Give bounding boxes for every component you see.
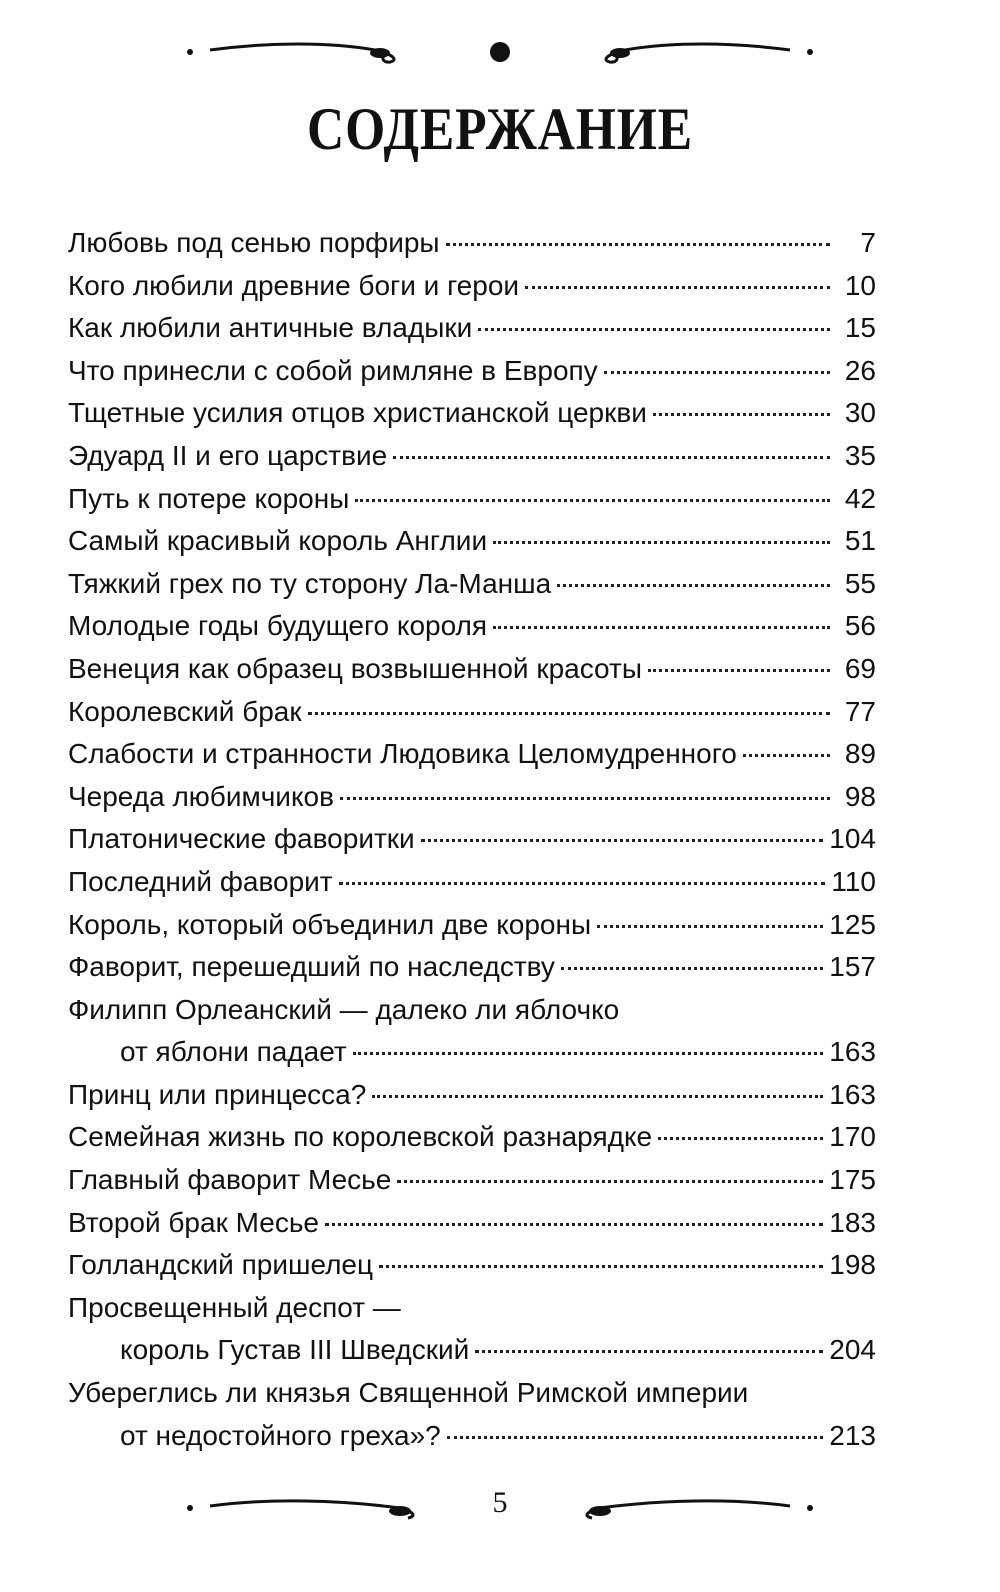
- toc-entry-title: Фаворит, перешедший по наследству: [68, 951, 555, 983]
- toc-entry-page: 56: [844, 610, 876, 642]
- toc-entry-title: Платонические фаворитки: [68, 823, 415, 855]
- toc-entry-title: Тяжкий грех по ту сторону Ла-Манша: [68, 567, 552, 599]
- dot-leader: [325, 1222, 823, 1226]
- toc-entry: [68, 946, 876, 989]
- toc-entry-page: 55: [844, 567, 876, 599]
- dot-leader: [339, 881, 826, 885]
- toc-entry-page: 157: [829, 951, 876, 983]
- toc-entry: [68, 563, 876, 606]
- toc-entry: [68, 222, 876, 265]
- toc-entry-title: Что принесли с собой римляне в Европу: [68, 354, 598, 386]
- page-number: 5: [492, 1486, 508, 1519]
- toc-entry: [68, 691, 876, 734]
- dot-leader: [525, 285, 830, 289]
- dot-leader: [446, 242, 830, 246]
- toc-entry: [68, 307, 876, 350]
- dot-leader: [355, 498, 830, 502]
- toc-entry: [68, 605, 876, 648]
- toc-entry-page: 198: [829, 1249, 876, 1281]
- toc-entry-continuation: [68, 1329, 876, 1372]
- toc-entry-page: 89: [844, 738, 876, 770]
- table-of-contents: [68, 222, 876, 1457]
- toc-entry-title: Венеция как образец возвышенной красоты: [68, 652, 642, 684]
- dot-leader: [475, 1349, 823, 1353]
- toc-entry-title-continuation: от недостойного греха»?: [120, 1419, 441, 1451]
- dot-leader: [478, 327, 830, 331]
- top-ornament: [150, 20, 850, 80]
- toc-entry: [68, 818, 876, 861]
- toc-entry: [68, 520, 876, 563]
- toc-entry-title: Слабости и странности Людовика Целомудренного: [68, 738, 737, 770]
- dot-leader: [493, 625, 830, 629]
- toc-entry-title: Просвещенный деспот —: [68, 1291, 401, 1323]
- toc-entry-title: Семейная жизнь по королевской разнарядке: [68, 1121, 653, 1153]
- dot-leader: [557, 583, 830, 587]
- dot-leader: [604, 370, 830, 374]
- toc-entry-title: Королевский брак: [68, 695, 302, 727]
- toc-entry-title: Череда любимчиков: [68, 780, 334, 812]
- toc-entry-title: Главный фаворит Месье: [68, 1164, 392, 1196]
- toc-entry-page: 98: [844, 780, 876, 812]
- toc-entry-page: 26: [844, 354, 876, 386]
- toc-entry: [68, 1372, 876, 1415]
- toc-entry: [68, 478, 876, 521]
- toc-entry: [68, 904, 876, 947]
- toc-entry-page: 213: [829, 1419, 876, 1451]
- toc-entry-page: 51: [844, 525, 876, 557]
- flourish-divider-icon: [150, 20, 850, 80]
- toc-entry-title: Как любили античные владыки: [68, 312, 473, 344]
- toc-entry: [68, 392, 876, 435]
- toc-entry-page: 7: [860, 227, 876, 258]
- toc-entry-title: Филипп Орлеанский — далеко ли яблочко: [68, 993, 620, 1025]
- toc-entry-title: Тщетные усилия отцов христианской церкви: [68, 397, 647, 429]
- dot-leader: [743, 753, 830, 757]
- toc-entry-page: 77: [844, 695, 876, 727]
- toc-entry-title: Любовь под сенью порфиры: [68, 227, 440, 258]
- page-title: СОДЕРЖАНИЕ: [306, 96, 694, 162]
- toc-entry-title: Путь к потере короны: [68, 482, 350, 514]
- dot-leader: [372, 1094, 823, 1098]
- toc-entry-page: 183: [829, 1206, 876, 1238]
- toc-entry: [68, 350, 876, 393]
- toc-entry: [68, 1074, 876, 1117]
- toc-entry-title: Кого любили древние боги и герои: [68, 269, 520, 301]
- toc-entry-continuation: [68, 1415, 876, 1458]
- toc-entry: [68, 989, 876, 1032]
- toc-entry-title-continuation: от яблони падает: [120, 1036, 347, 1068]
- dot-leader: [393, 455, 830, 459]
- toc-entry-page: 42: [844, 482, 876, 514]
- toc-entry-title: Последний фаворит: [68, 865, 333, 897]
- toc-entry-page: 10: [844, 269, 876, 301]
- toc-entry-page: 30: [844, 397, 876, 429]
- toc-entry: [68, 1202, 876, 1245]
- toc-entry-title: Второй брак Месье: [68, 1206, 319, 1238]
- toc-entry-page: 204: [829, 1334, 876, 1366]
- toc-entry-title: Король, который объединил две короны: [68, 908, 592, 940]
- toc-entry: [68, 435, 876, 478]
- toc-entry: [68, 776, 876, 819]
- toc-entry-page: 35: [844, 439, 876, 471]
- toc-entry: [68, 1244, 876, 1287]
- toc-entry: [68, 648, 876, 691]
- dot-leader: [379, 1264, 823, 1268]
- toc-entry-title: Молодые годы будущего короля: [68, 610, 488, 642]
- dot-leader: [493, 540, 830, 544]
- dot-leader: [397, 1179, 823, 1183]
- toc-entry-title: Убереглись ли князья Священной Римской империи: [68, 1377, 749, 1409]
- dot-leader: [308, 711, 830, 715]
- toc-entry: [68, 265, 876, 308]
- toc-entry-title: Самый красивый король Англии: [68, 525, 488, 557]
- dot-leader: [653, 412, 830, 416]
- toc-entry-continuation: [68, 1031, 876, 1074]
- toc-entry: [68, 1287, 876, 1330]
- toc-entry-page: 110: [831, 865, 876, 897]
- toc-entry-page: 104: [829, 823, 876, 855]
- dot-leader: [597, 924, 823, 928]
- toc-entry: [68, 1159, 876, 1202]
- toc-entry-title: Эдуард II и его царствие: [68, 439, 388, 471]
- dot-leader: [561, 966, 823, 970]
- toc-entry-page: 69: [844, 652, 876, 684]
- toc-entry-page: 163: [829, 1078, 876, 1110]
- dot-leader: [658, 1136, 823, 1140]
- dot-leader: [340, 796, 830, 800]
- dot-leader: [421, 838, 824, 842]
- toc-entry-title-continuation: король Густав III Шведский: [120, 1334, 470, 1366]
- toc-entry-page: 163: [829, 1036, 876, 1068]
- toc-entry-title: Принц или принцесса?: [68, 1078, 367, 1110]
- toc-entry: [68, 1116, 876, 1159]
- toc-entry: [68, 861, 876, 904]
- dot-leader: [447, 1435, 824, 1439]
- toc-entry: [68, 733, 876, 776]
- dot-leader: [353, 1051, 824, 1055]
- dot-leader: [648, 668, 830, 672]
- toc-entry-page: 15: [844, 312, 876, 344]
- toc-entry-title: Голландский пришелец: [68, 1249, 374, 1281]
- toc-entry-page: 175: [829, 1164, 876, 1196]
- toc-entry-page: 125: [829, 908, 876, 940]
- toc-entry-page: 170: [829, 1121, 876, 1153]
